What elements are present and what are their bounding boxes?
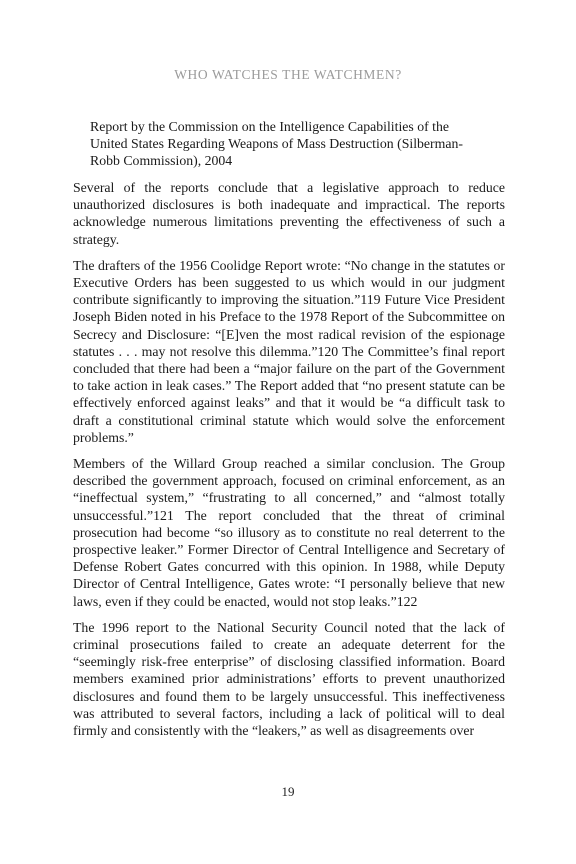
running-header: WHO WATCHES THE WATCHMEN? [174, 67, 402, 82]
paragraph-willard-group: Members of the Willard Group reached a similar conclusion. The Group described the government approach, focused on criminal enforcement, as an “ineffectual system,” “frustrating to all concerned,” and “almost totally unsuccessful.”121 The report concluded that the threat of criminal prosecution had become “so illusory as to constitute no real deterrent to the prospective leaker.” Former Director of Central Intelligence and Secretary of Defense Robert Gates concurred with this opinion. In 1988, while Deputy Director of Central Intelligence, Gates wrote: “I personally believe that new laws, even if they could be enacted, would not stop leaks.”122 [73, 456, 505, 609]
block-quote: Report by the Commission on the Intelligence Capabilities of the United States Regarding Weapons of Mass Destruction (Silberman-Robb Commission), 2004 [90, 119, 463, 169]
paragraph-coolidge-report: The drafters of the 1956 Coolidge Report wrote: “No change in the statutes or Executive Orders has been suggested to us which would in our judgment contribute significantly to improving the situation.”119 Future Vice President Joseph Biden noted in his Preface to the 1978 Report of the Subcommittee on Secrecy and Disclosure: “[E]ven the most radical revision of the espionage statutes . . . may not resolve this dilemma.”120 The Committee’s final report concluded that there had been a “major failure on the part of the Government to take action in leak cases.” The Report added that “no present statute can be effectively enforced against leaks” and that it would be “a difficult task to draft a constitutional criminal statute which would solve the enforcement problems.” [73, 257, 505, 445]
paragraph-legislative-approach: Several of the reports conclude that a legislative approach to reduce unauthorized disclosures is both inadequate and impractical. The reports acknowledge numerous limitations preventing the effectiveness of such a strategy. [73, 180, 505, 247]
paragraph-1996-report: The 1996 report to the National Security Council noted that the lack of criminal prosecutions failed to create an adequate deterrent for the “seemingly risk-free enterprise” of disclosing classified information. Board members examined prior administrations’ efforts to prevent unauthorized disclosures and found them to be largely unsuccessful. This ineffectiveness was attributed to several factors, including a lack of political will to deal firmly and consistently with the “leakers,” as well as disagreements over [73, 619, 505, 739]
body-text [73, 179, 505, 748]
page-number: 19 [281, 784, 295, 799]
